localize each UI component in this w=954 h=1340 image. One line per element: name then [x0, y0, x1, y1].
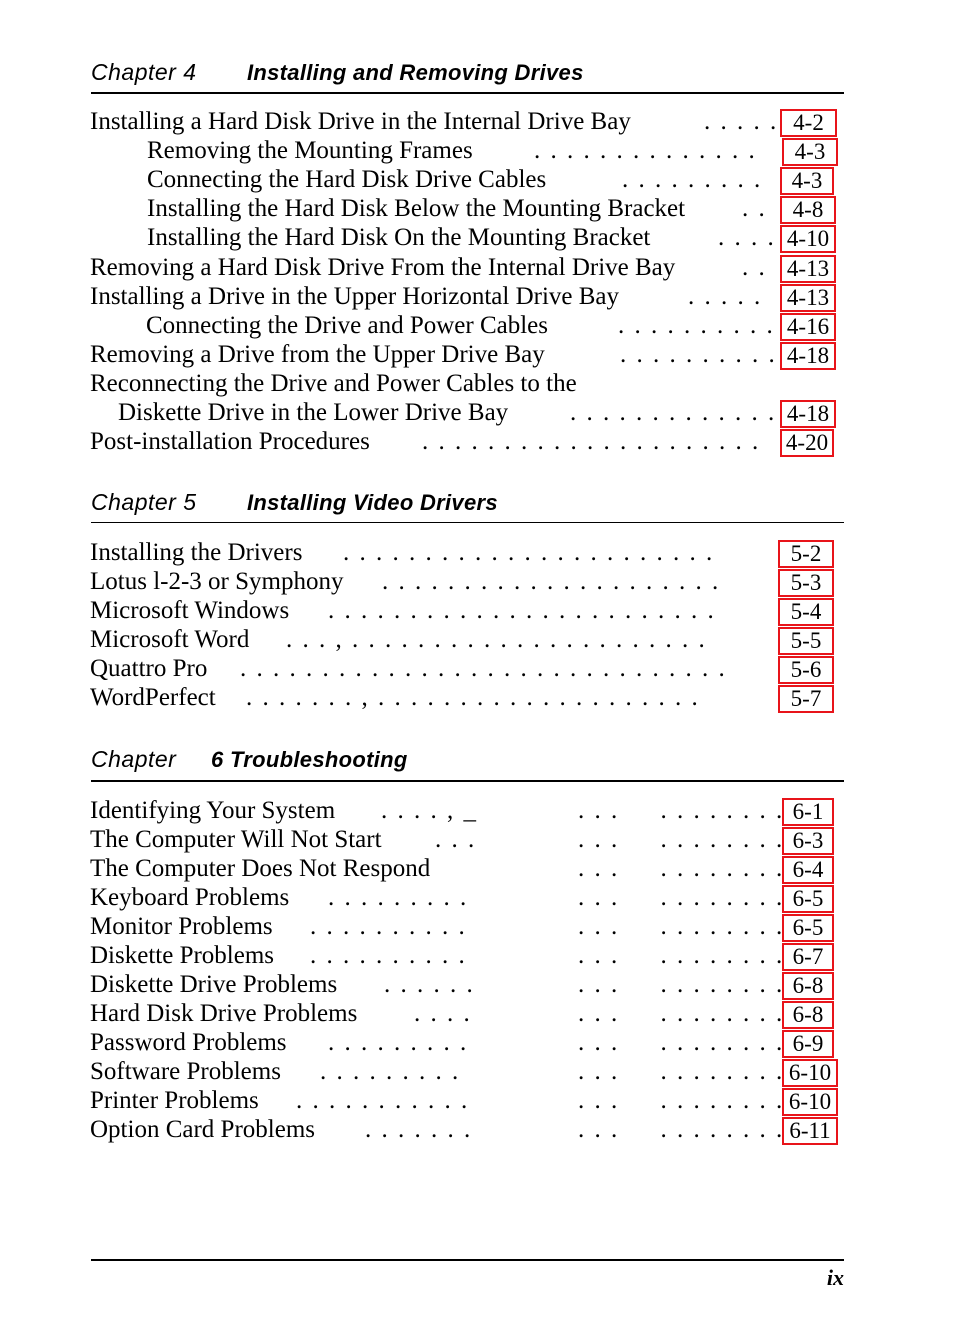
toc-entry-leader: . . . . . . . . . . [310, 942, 467, 969]
toc-entry-title: Software Problems [90, 1058, 281, 1085]
chapter-6-label: Chapter [91, 746, 177, 772]
toc-entry-title: Keyboard Problems [90, 884, 290, 911]
toc-page-link[interactable]: 6-5 [782, 885, 834, 913]
toc-entry-title: Post-installation Procedures [90, 428, 370, 455]
toc-entry-title: Removing the Mounting Frames [147, 137, 473, 164]
toc-entry-leader: . . [742, 254, 767, 281]
toc-entry-title: Monitor Problems [90, 913, 273, 940]
toc-page-link[interactable]: 4-13 [780, 255, 836, 283]
toc-entry-leader: . . . . . . . . . . . . . . . . . . . . . . . . [328, 597, 716, 624]
toc-page-link[interactable]: 4-3 [782, 138, 838, 166]
page-folio: ix [826, 1265, 844, 1290]
toc-entry-leader-right: . . . . . . . . . . . [578, 1116, 785, 1143]
toc-page-link[interactable]: 4-18 [780, 400, 836, 428]
toc-entry-title: Installing a Hard Disk Drive in the Internal Drive Bay [90, 108, 631, 135]
toc-entry-title: Microsoft Word [90, 626, 250, 653]
chapter-5-rule [91, 522, 844, 523]
toc-entry-title: Identifying Your System [90, 797, 336, 824]
toc-entry-leader: . . . . . . . . . . . [296, 1087, 470, 1114]
toc-entry-title: Diskette Drive in the Lower Drive Bay [118, 399, 509, 426]
chapter-4-heading [91, 60, 844, 90]
toc-entry-title: Installing the Drivers [90, 539, 303, 566]
toc-page-link[interactable]: 6-3 [782, 827, 834, 855]
toc-entry-title: Removing a Hard Disk Drive From the Internal Drive Bay [90, 254, 676, 281]
toc-page-link[interactable]: 5-3 [778, 569, 834, 597]
chapter-6-heading [91, 747, 844, 777]
toc-page-link[interactable]: 4-10 [780, 225, 836, 253]
toc-entry-title: Lotus l-2-3 or Symphony [90, 568, 344, 595]
toc-page-link[interactable]: 6-4 [782, 856, 834, 884]
toc-entry-leader: . . . . . . . . . . . . . . . . . . . . . . . . . . . . . . [240, 655, 727, 682]
toc-entry-leader-right: . . . . . . . . . . . [578, 797, 785, 824]
toc-entry-title: WordPerfect [90, 684, 216, 711]
footer-rule [91, 1259, 844, 1261]
toc-entry-leader: . . . . . . . . . . . . . . . . . . . . . [382, 568, 721, 595]
toc-entry-leader: . . . . . [704, 108, 779, 135]
toc-entry-leader-right: . . . . . . . . . . . [578, 1000, 785, 1027]
toc-entry-title: The Computer Will Not Start [90, 826, 382, 853]
chapter-6-rule [91, 780, 844, 782]
toc-page-link[interactable]: 4-13 [780, 284, 836, 312]
toc-entry-title: Hard Disk Drive Problems [90, 1000, 358, 1027]
toc-entry-title: The Computer Does Not Respond [90, 855, 431, 882]
toc-entry-leader: . . . , . . . . . . . . . . . . . . . . . . . . . . [286, 626, 707, 653]
toc-entry-leader: . . . . . . . . . . . . . . [534, 137, 757, 164]
toc-entry-title: Installing the Hard Disk Below the Mounting Bracket [147, 195, 686, 222]
toc-entry-leader: . . . . . . . . . . [618, 312, 775, 339]
toc-page-link[interactable]: 6-8 [782, 1001, 834, 1029]
toc-page-link[interactable]: 4-18 [780, 342, 836, 370]
toc-entry-title: Installing the Hard Disk On the Mounting Bracket [147, 224, 651, 251]
chapter-5-label: Chapter 5 [91, 489, 197, 515]
toc-entry-leader: . . . . . . . . . . . . . . . . . . . . . [422, 428, 761, 455]
toc-entry-leader: . . . . . [688, 283, 763, 310]
toc-page-link[interactable]: 6-5 [782, 914, 834, 942]
toc-entry-leader: . . . . . . . . . . . . . [570, 399, 777, 426]
chapter-4-title: Installing and Removing Drives [247, 60, 584, 85]
toc-entry-leader: . . . . . . . . . . [620, 341, 777, 368]
toc-page-link[interactable]: 5-7 [778, 685, 834, 713]
chapter-6-title: 6 Troubleshooting [211, 747, 408, 772]
toc-page-link[interactable]: 6-10 [782, 1059, 838, 1087]
toc-entry-leader: . . [742, 195, 767, 222]
toc-entry-title: Quattro Pro [90, 655, 208, 682]
toc-entry-leader: . . . . [718, 224, 776, 251]
toc-entry-leader: . . . . . . . . . [328, 884, 469, 911]
toc-entry-leader: . . . . . . . , . . . . . . . . . . . . . . . . . . . . [246, 684, 700, 711]
toc-page-link[interactable]: 4-20 [780, 429, 834, 457]
toc-entry-title: Printer Problems [90, 1087, 259, 1114]
toc-page-link[interactable]: 5-5 [778, 627, 834, 655]
toc-entry-leader-right: . . . . . . . . . . . [578, 826, 785, 853]
toc-entry-title: Installing a Drive in the Upper Horizontal Drive Bay [90, 283, 620, 310]
chapter-4-rule [91, 92, 844, 94]
chapter-5-title: Installing Video Drivers [247, 490, 498, 515]
toc-page-link[interactable]: 4-8 [780, 196, 836, 224]
toc-entry-leader: . . . . , _ [381, 797, 478, 824]
toc-page-link[interactable]: 6-8 [782, 972, 834, 1000]
toc-entry-leader-right: . . . . . . . . . . . [578, 1029, 785, 1056]
toc-page-link[interactable]: 5-4 [778, 598, 834, 626]
toc-page-link[interactable]: 6-7 [782, 943, 834, 971]
toc-entry-leader-right: . . . . . . . . . . . [578, 1087, 785, 1114]
toc-entry-leader: . . . . . . [384, 971, 475, 998]
toc-page-link[interactable]: 5-2 [778, 540, 834, 568]
toc-page-link[interactable]: 4-3 [780, 167, 834, 195]
chapter-4-label: Chapter 4 [91, 59, 197, 85]
toc-entry-leader-right: . . . . . . . . . . . [578, 884, 785, 911]
toc-page-link[interactable]: 4-2 [780, 109, 837, 137]
toc-entry-leader-right: . . . . . . . . . . . [578, 942, 785, 969]
toc-page-link[interactable]: 5-6 [778, 656, 834, 684]
toc-entry-title: Option Card Problems [90, 1116, 315, 1143]
toc-entry-leader: . . . . [414, 1000, 472, 1027]
toc-entry-title: Diskette Drive Problems [90, 971, 338, 998]
toc-entry-leader: . . . [435, 826, 477, 853]
toc-entry-title: Connecting the Hard Disk Drive Cables [147, 166, 547, 193]
toc-entry-leader: . . . . . . . . . [320, 1058, 461, 1085]
toc-entry-leader-right: . . . . . . . . . . . [578, 971, 785, 998]
toc-page-link[interactable]: 6-9 [782, 1030, 834, 1058]
toc-entry-title: Microsoft Windows [90, 597, 290, 624]
toc-entry-leader-right: . . . . . . . . . . . [578, 855, 785, 882]
toc-entry-leader-right: . . . . . . . . . . . [578, 913, 785, 940]
toc-entry-title: Reconnecting the Drive and Power Cables to the [90, 370, 577, 397]
toc-entry-leader: . . . . . . . [365, 1116, 473, 1143]
toc-entry-title: Connecting the Drive and Power Cables [146, 312, 548, 339]
toc-entry-title: Diskette Problems [90, 942, 275, 969]
toc-entry-leader: . . . . . . . . . [622, 166, 763, 193]
chapter-5-heading [91, 490, 844, 520]
toc-entry-title: Password Problems [90, 1029, 287, 1056]
toc-page-link[interactable]: 6-10 [782, 1088, 838, 1116]
toc-entry-leader: . . . . . . . . . . . . . . . . . . . . . . . [343, 539, 715, 566]
toc-page-link[interactable]: 6-11 [782, 1117, 838, 1145]
toc-entry-leader-right: . . . . . . . . . . . [578, 1058, 785, 1085]
toc-page-link[interactable]: 6-1 [782, 798, 834, 826]
toc-entry-title: Removing a Drive from the Upper Drive Bay [90, 341, 545, 368]
toc-entry-leader: . . . . . . . . . [328, 1029, 469, 1056]
toc-entry-leader: . . . . . . . . . . [310, 913, 467, 940]
toc-page-link[interactable]: 4-16 [780, 313, 836, 341]
